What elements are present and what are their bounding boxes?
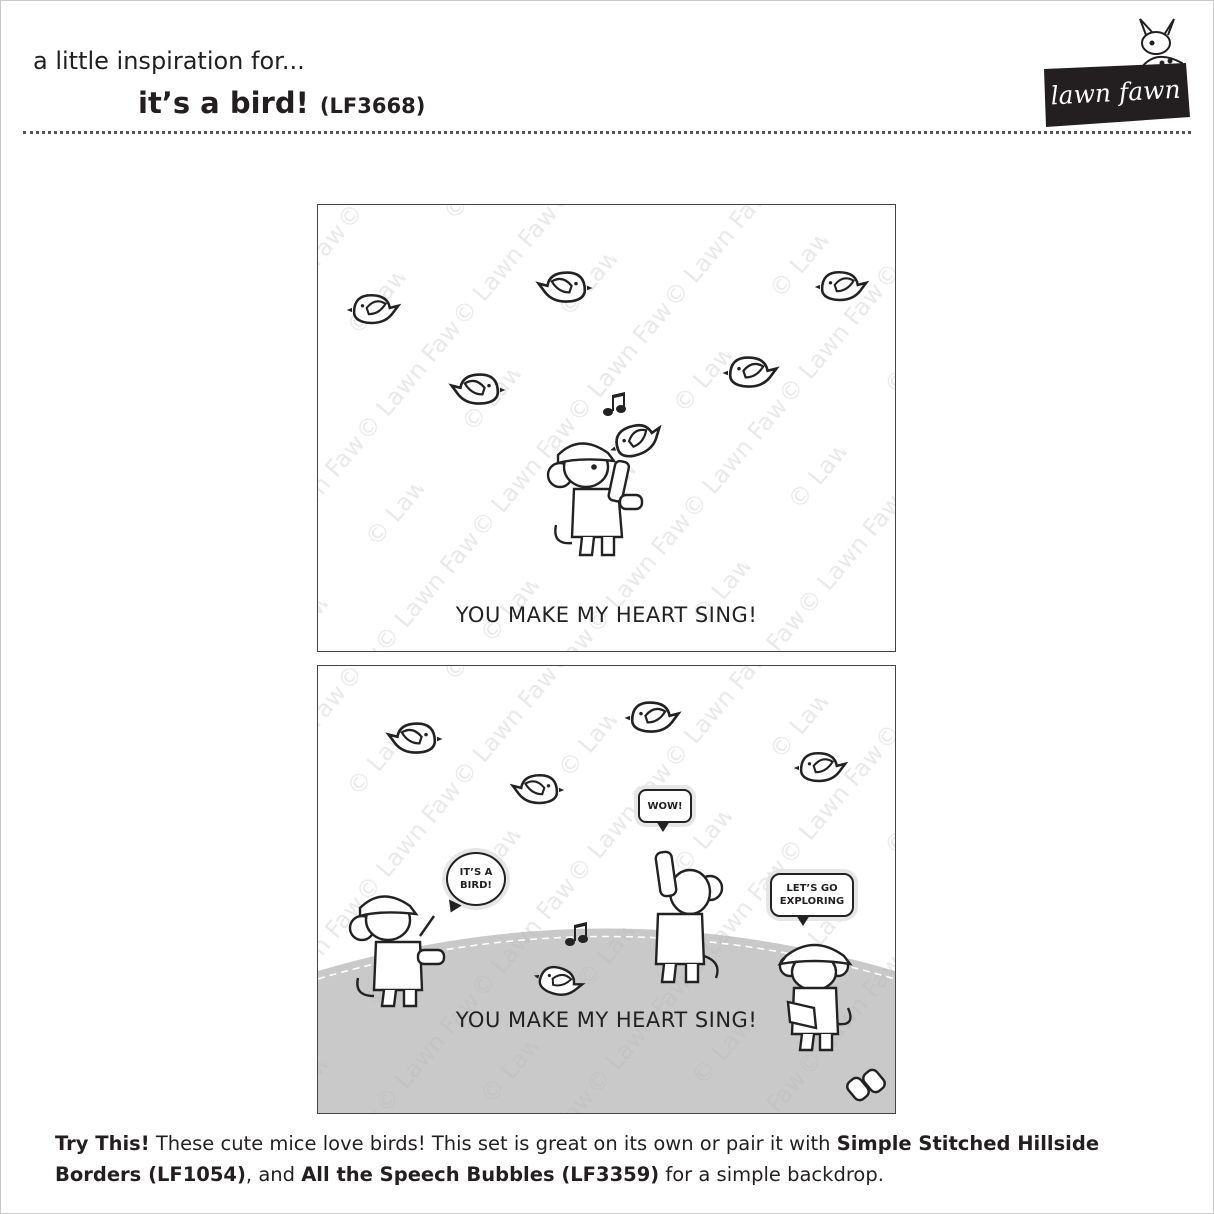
speech-bubble-text: WOW!	[647, 800, 683, 812]
footer-product-link: Simple Stitched Hillside Borders (LF1054)	[55, 1132, 1100, 1186]
lawn-fawn-logo	[1036, 5, 1194, 130]
footer-text: for a simple backdrop.	[659, 1163, 884, 1186]
speech-bubble-text: IT’S A BIRD!	[459, 867, 493, 891]
dotted-divider	[23, 131, 1191, 134]
speech-bubble-wow	[638, 789, 692, 823]
intro-text: a little inspiration for...	[33, 47, 305, 75]
footer-text: , and	[245, 1163, 302, 1186]
speech-bubble-exploring	[770, 873, 854, 917]
footer-product-link: All the Speech Bubbles (LF3359)	[301, 1163, 660, 1186]
footer-lead: Try This!	[55, 1132, 150, 1155]
speech-bubble-tail	[796, 915, 810, 926]
sentiment-text: YOU MAKE MY HEART SING!	[455, 1008, 758, 1032]
title-row	[138, 86, 425, 120]
product-code: (LF3668)	[319, 94, 426, 118]
speech-bubble-bird	[446, 852, 506, 906]
fawn-icon	[1036, 5, 1194, 130]
product-title: it’s a bird!	[138, 86, 309, 120]
logo-text: lawn fawn	[1049, 74, 1182, 111]
sentiment-text: YOU MAKE MY HEART SING!	[455, 603, 758, 627]
speech-bubble-tail	[656, 821, 670, 832]
footer-text: These cute mice love birds! This set is great on its own or pair it with	[149, 1132, 837, 1155]
card-top	[317, 204, 896, 652]
card-top-art	[318, 205, 895, 651]
footer-tip	[55, 1128, 1165, 1190]
speech-bubble-text: LET’S GO EXPLORING	[779, 883, 845, 907]
card-bottom	[317, 665, 896, 1114]
